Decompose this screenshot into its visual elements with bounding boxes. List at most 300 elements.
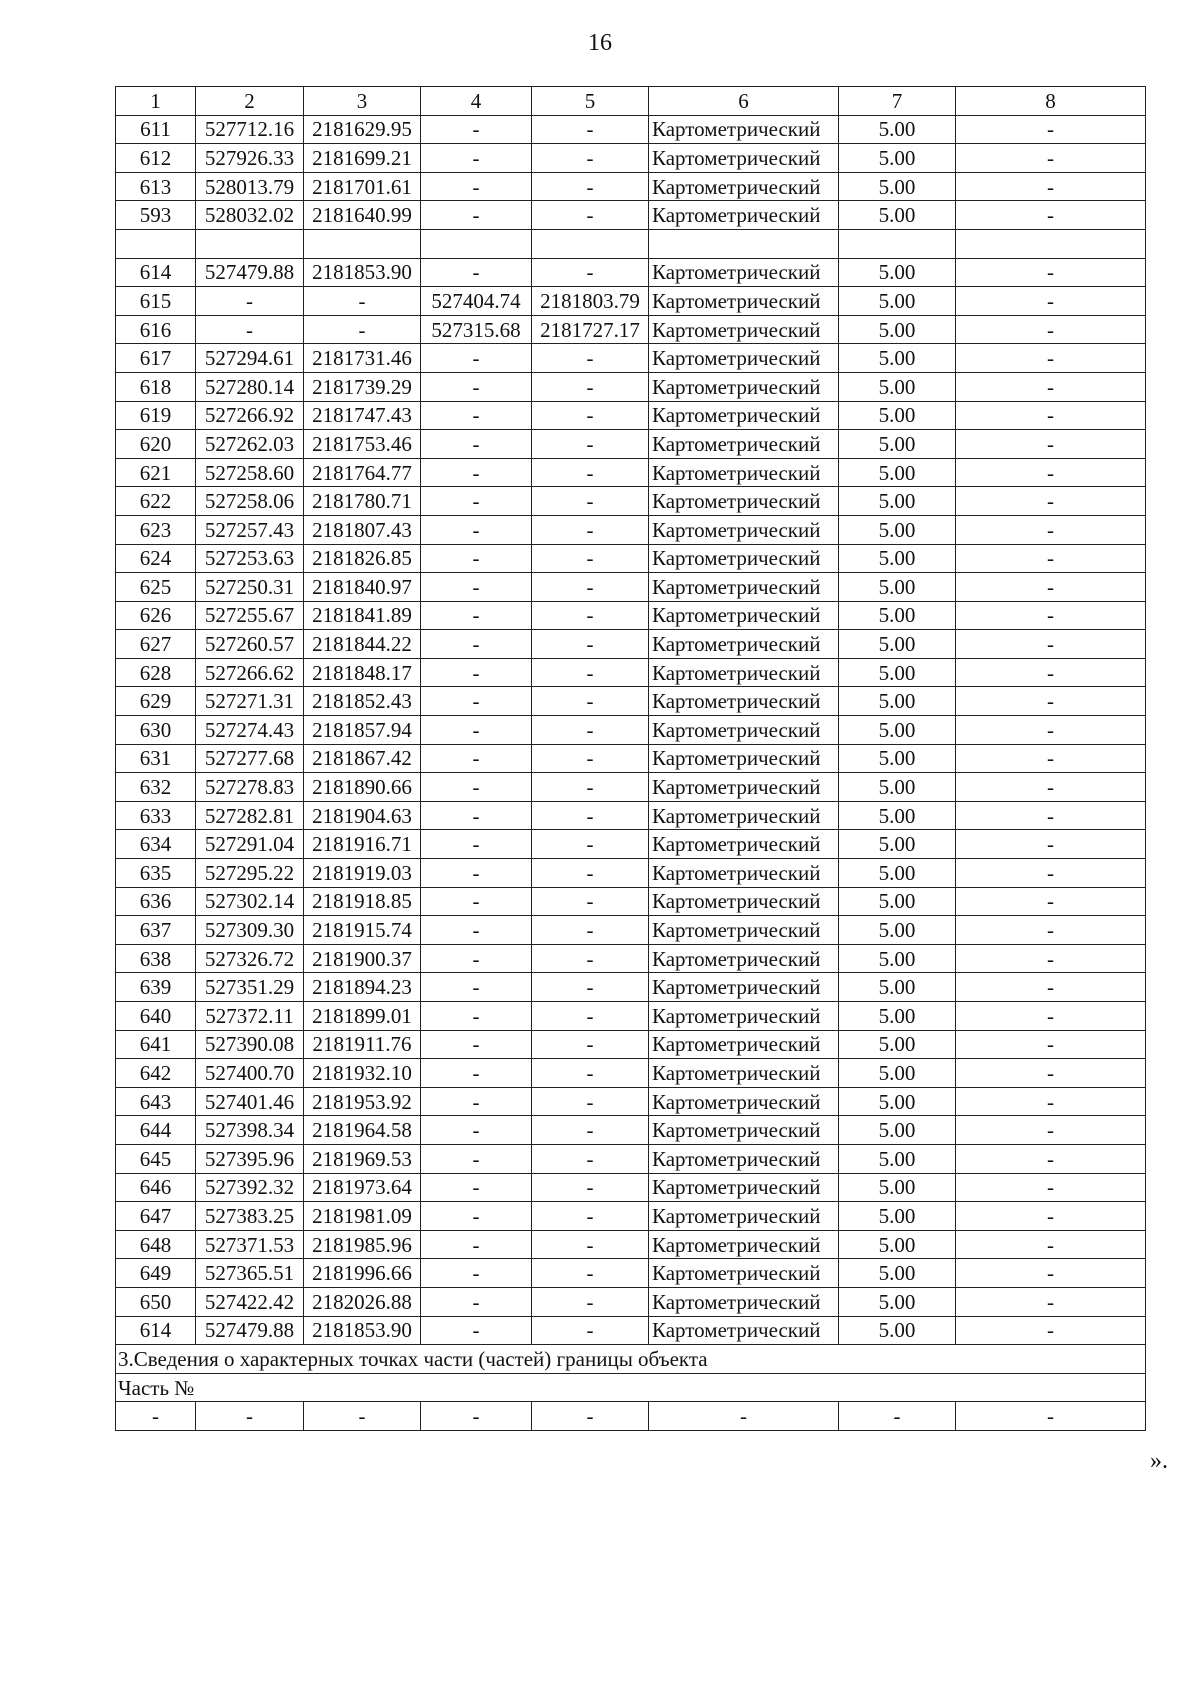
accuracy-cell: 5.00 (839, 1287, 956, 1316)
description-cell: - (956, 172, 1146, 201)
x-existing-cell: 527351.29 (196, 973, 304, 1002)
table-row (116, 1002, 1146, 1031)
x-existing-cell: 527400.70 (196, 1059, 304, 1088)
y-existing-cell: 2181916.71 (304, 830, 421, 859)
y-new-cell: - (532, 144, 649, 173)
accuracy-cell: 5.00 (839, 830, 956, 859)
y-existing-cell: 2181840.97 (304, 573, 421, 602)
y-new-cell: - (532, 916, 649, 945)
empty-cell (421, 229, 532, 258)
y-new-cell: - (532, 1030, 649, 1059)
accuracy-cell: 5.00 (839, 487, 956, 516)
y-existing-cell: 2181844.22 (304, 630, 421, 659)
point-number-cell: 647 (116, 1202, 196, 1231)
description-cell: - (956, 144, 1146, 173)
accuracy-cell: 5.00 (839, 1202, 956, 1231)
point-number-cell: 644 (116, 1116, 196, 1145)
empty-cell (116, 229, 196, 258)
y-new-cell: - (532, 773, 649, 802)
accuracy-cell: 5.00 (839, 258, 956, 287)
point-number-cell: 638 (116, 944, 196, 973)
table-row (116, 801, 1146, 830)
y-existing-cell: - (304, 315, 421, 344)
x-new-cell: 527404.74 (421, 287, 532, 316)
table-row (116, 344, 1146, 373)
x-new-cell: - (421, 1002, 532, 1031)
description-cell: - (956, 372, 1146, 401)
x-existing-cell: 527280.14 (196, 372, 304, 401)
x-new-cell: - (421, 1230, 532, 1259)
y-existing-cell: 2181932.10 (304, 1059, 421, 1088)
accuracy-cell: 5.00 (839, 887, 956, 916)
point-number-cell: 627 (116, 630, 196, 659)
y-existing-cell: 2181899.01 (304, 1002, 421, 1031)
point-number-cell: 650 (116, 1287, 196, 1316)
description-cell: - (956, 687, 1146, 716)
table-row (116, 716, 1146, 745)
point-number-cell: 631 (116, 744, 196, 773)
point-number-cell: 614 (116, 1316, 196, 1345)
point-number-cell: 637 (116, 916, 196, 945)
table-row (116, 372, 1146, 401)
accuracy-cell: 5.00 (839, 1230, 956, 1259)
method-cell: Картометрический (649, 1116, 839, 1145)
description-cell: - (956, 944, 1146, 973)
x-existing-cell: 527401.46 (196, 1087, 304, 1116)
x-existing-cell: 527274.43 (196, 716, 304, 745)
x-existing-cell: 527479.88 (196, 1316, 304, 1345)
point-number-cell: 620 (116, 430, 196, 459)
table-row (116, 601, 1146, 630)
accuracy-cell: 5.00 (839, 859, 956, 888)
x-new-cell: - (421, 1087, 532, 1116)
x-existing-cell: 527371.53 (196, 1230, 304, 1259)
point-number-cell: 636 (116, 887, 196, 916)
x-existing-cell: 527383.25 (196, 1202, 304, 1231)
section-3-title: 3.Сведения о характерных точках части (частей) границы объекта (116, 1345, 1146, 1374)
y-new-cell: - (532, 887, 649, 916)
table-row (116, 1316, 1146, 1345)
y-new-cell: - (532, 859, 649, 888)
dash-cell: - (304, 1402, 421, 1431)
x-existing-cell: 527395.96 (196, 1144, 304, 1173)
x-existing-cell: 527372.11 (196, 1002, 304, 1031)
table-row (116, 916, 1146, 945)
y-new-cell: - (532, 372, 649, 401)
y-new-cell: - (532, 830, 649, 859)
table-row (116, 401, 1146, 430)
y-existing-cell: 2181969.53 (304, 1144, 421, 1173)
y-new-cell: - (532, 944, 649, 973)
method-cell: Картометрический (649, 916, 839, 945)
description-cell: - (956, 1202, 1146, 1231)
column-header-8: 8 (956, 87, 1146, 116)
point-number-cell: 613 (116, 172, 196, 201)
x-new-cell: - (421, 515, 532, 544)
x-new-cell: - (421, 172, 532, 201)
point-number-cell: 633 (116, 801, 196, 830)
x-existing-cell: 527392.32 (196, 1173, 304, 1202)
description-cell: - (956, 115, 1146, 144)
y-existing-cell: 2181739.29 (304, 372, 421, 401)
x-existing-cell: 528013.79 (196, 172, 304, 201)
method-cell: Картометрический (649, 258, 839, 287)
table-row (116, 144, 1146, 173)
y-new-cell: - (532, 1287, 649, 1316)
accuracy-cell: 5.00 (839, 716, 956, 745)
y-new-cell: - (532, 544, 649, 573)
table-row (116, 258, 1146, 287)
accuracy-cell: 5.00 (839, 1144, 956, 1173)
empty-cell (532, 229, 649, 258)
method-cell: Картометрический (649, 115, 839, 144)
accuracy-cell: 5.00 (839, 1087, 956, 1116)
description-cell: - (956, 458, 1146, 487)
y-existing-cell: 2181753.46 (304, 430, 421, 459)
method-cell: Картометрический (649, 1030, 839, 1059)
method-cell: Картометрический (649, 1002, 839, 1031)
description-cell: - (956, 1030, 1146, 1059)
y-existing-cell: 2181985.96 (304, 1230, 421, 1259)
table-row (116, 1230, 1146, 1259)
table-row (116, 1030, 1146, 1059)
x-existing-cell: 527258.60 (196, 458, 304, 487)
point-number-cell: 612 (116, 144, 196, 173)
point-number-cell: 630 (116, 716, 196, 745)
y-existing-cell: 2181919.03 (304, 859, 421, 888)
dash-cell: - (956, 1402, 1146, 1431)
table-row (116, 887, 1146, 916)
x-new-cell: - (421, 716, 532, 745)
accuracy-cell: 5.00 (839, 744, 956, 773)
accuracy-cell: 5.00 (839, 1059, 956, 1088)
x-existing-cell: 527294.61 (196, 344, 304, 373)
y-existing-cell: 2181640.99 (304, 201, 421, 230)
method-cell: Картометрический (649, 1059, 839, 1088)
description-cell: - (956, 1087, 1146, 1116)
table-row (116, 630, 1146, 659)
y-new-cell: - (532, 201, 649, 230)
x-new-cell: - (421, 1030, 532, 1059)
x-new-cell: - (421, 1173, 532, 1202)
x-new-cell: - (421, 1144, 532, 1173)
x-existing-cell: 527422.42 (196, 1287, 304, 1316)
method-cell: Картометрический (649, 744, 839, 773)
x-existing-cell: 527390.08 (196, 1030, 304, 1059)
description-cell: - (956, 573, 1146, 602)
method-cell: Картометрический (649, 287, 839, 316)
accuracy-cell: 5.00 (839, 458, 956, 487)
x-new-cell: - (421, 144, 532, 173)
y-existing-cell: 2181953.92 (304, 1087, 421, 1116)
table-row (116, 744, 1146, 773)
blank-separator-row (116, 229, 1146, 258)
table-row (116, 1087, 1146, 1116)
page-number: 16 (588, 30, 612, 56)
point-number-cell: 622 (116, 487, 196, 516)
y-new-cell: 2181727.17 (532, 315, 649, 344)
x-existing-cell: 527278.83 (196, 773, 304, 802)
accuracy-cell: 5.00 (839, 401, 956, 430)
y-new-cell: - (532, 344, 649, 373)
description-cell: - (956, 401, 1146, 430)
accuracy-cell: 5.00 (839, 916, 956, 945)
description-cell: - (956, 1287, 1146, 1316)
x-new-cell: - (421, 258, 532, 287)
table-row (116, 1144, 1146, 1173)
y-existing-cell: 2182026.88 (304, 1287, 421, 1316)
x-new-cell: - (421, 658, 532, 687)
accuracy-cell: 5.00 (839, 315, 956, 344)
point-number-cell: 646 (116, 1173, 196, 1202)
dash-cell: - (196, 1402, 304, 1431)
x-existing-cell: 527326.72 (196, 944, 304, 973)
y-existing-cell: 2181853.90 (304, 258, 421, 287)
header-row (116, 87, 1146, 116)
y-new-cell: - (532, 1116, 649, 1145)
accuracy-cell: 5.00 (839, 630, 956, 659)
method-cell: Картометрический (649, 487, 839, 516)
x-new-cell: - (421, 1316, 532, 1345)
method-cell: Картометрический (649, 1202, 839, 1231)
dash-cell: - (839, 1402, 956, 1431)
description-cell: - (956, 1173, 1146, 1202)
y-new-cell: - (532, 1144, 649, 1173)
method-cell: Картометрический (649, 773, 839, 802)
table-row (116, 773, 1146, 802)
accuracy-cell: 5.00 (839, 773, 956, 802)
x-new-cell: - (421, 372, 532, 401)
y-new-cell: - (532, 973, 649, 1002)
description-cell: - (956, 859, 1146, 888)
accuracy-cell: 5.00 (839, 344, 956, 373)
point-number-cell: 641 (116, 1030, 196, 1059)
method-cell: Картометрический (649, 973, 839, 1002)
y-new-cell: - (532, 1087, 649, 1116)
method-cell: Картометрический (649, 687, 839, 716)
y-existing-cell: - (304, 287, 421, 316)
x-existing-cell: 527479.88 (196, 258, 304, 287)
method-cell: Картометрический (649, 544, 839, 573)
y-new-cell: - (532, 1259, 649, 1288)
point-number-cell: 634 (116, 830, 196, 859)
method-cell: Картометрический (649, 401, 839, 430)
method-cell: Картометрический (649, 430, 839, 459)
x-existing-cell: 527365.51 (196, 1259, 304, 1288)
table-row (116, 1116, 1146, 1145)
x-existing-cell: 527255.67 (196, 601, 304, 630)
x-new-cell: - (421, 801, 532, 830)
column-header-4: 4 (421, 87, 532, 116)
y-new-cell: - (532, 573, 649, 602)
y-new-cell: - (532, 630, 649, 659)
accuracy-cell: 5.00 (839, 287, 956, 316)
x-existing-cell: 527262.03 (196, 430, 304, 459)
x-existing-cell: - (196, 287, 304, 316)
method-cell: Картометрический (649, 658, 839, 687)
x-new-cell: - (421, 630, 532, 659)
x-existing-cell: 527250.31 (196, 573, 304, 602)
accuracy-cell: 5.00 (839, 1116, 956, 1145)
table-row (116, 859, 1146, 888)
column-header-7: 7 (839, 87, 956, 116)
description-cell: - (956, 601, 1146, 630)
accuracy-cell: 5.00 (839, 801, 956, 830)
method-cell: Картометрический (649, 372, 839, 401)
point-number-cell: 648 (116, 1230, 196, 1259)
x-new-cell: - (421, 916, 532, 945)
method-cell: Картометрический (649, 315, 839, 344)
point-number-cell: 626 (116, 601, 196, 630)
y-new-cell: - (532, 1173, 649, 1202)
empty-part-row (116, 1402, 1146, 1431)
y-new-cell: - (532, 115, 649, 144)
x-new-cell: - (421, 887, 532, 916)
table-row (116, 487, 1146, 516)
column-header-6: 6 (649, 87, 839, 116)
column-header-2: 2 (196, 87, 304, 116)
y-existing-cell: 2181852.43 (304, 687, 421, 716)
table-row (116, 1059, 1146, 1088)
method-cell: Картометрический (649, 1087, 839, 1116)
description-cell: - (956, 1002, 1146, 1031)
table-row (116, 973, 1146, 1002)
description-cell: - (956, 658, 1146, 687)
y-existing-cell: 2181848.17 (304, 658, 421, 687)
part-number-label: Часть № (116, 1373, 1146, 1402)
x-existing-cell: 527302.14 (196, 887, 304, 916)
section-title-row (116, 1345, 1146, 1374)
y-new-cell: - (532, 801, 649, 830)
point-number-cell: 624 (116, 544, 196, 573)
description-cell: - (956, 801, 1146, 830)
y-existing-cell: 2181826.85 (304, 544, 421, 573)
x-new-cell: - (421, 830, 532, 859)
description-cell: - (956, 201, 1146, 230)
point-number-cell: 645 (116, 1144, 196, 1173)
method-cell: Картометрический (649, 172, 839, 201)
x-new-cell: 527315.68 (421, 315, 532, 344)
x-existing-cell: 527271.31 (196, 687, 304, 716)
column-header-3: 3 (304, 87, 421, 116)
description-cell: - (956, 1144, 1146, 1173)
point-number-cell: 618 (116, 372, 196, 401)
accuracy-cell: 5.00 (839, 1316, 956, 1345)
x-existing-cell: 527277.68 (196, 744, 304, 773)
accuracy-cell: 5.00 (839, 144, 956, 173)
table-row (116, 544, 1146, 573)
accuracy-cell: 5.00 (839, 544, 956, 573)
table-row (116, 1287, 1146, 1316)
x-new-cell: - (421, 487, 532, 516)
table-row (116, 687, 1146, 716)
y-existing-cell: 2181857.94 (304, 716, 421, 745)
x-new-cell: - (421, 1202, 532, 1231)
dash-cell: - (649, 1402, 839, 1431)
point-number-cell: 642 (116, 1059, 196, 1088)
table-row (116, 458, 1146, 487)
method-cell: Картометрический (649, 630, 839, 659)
point-number-cell: 616 (116, 315, 196, 344)
x-existing-cell: 527295.22 (196, 859, 304, 888)
description-cell: - (956, 1259, 1146, 1288)
point-number-cell: 614 (116, 258, 196, 287)
accuracy-cell: 5.00 (839, 1030, 956, 1059)
accuracy-cell: 5.00 (839, 658, 956, 687)
method-cell: Картометрический (649, 573, 839, 602)
point-number-cell: 643 (116, 1087, 196, 1116)
point-number-cell: 615 (116, 287, 196, 316)
x-existing-cell: 527309.30 (196, 916, 304, 945)
y-new-cell: - (532, 430, 649, 459)
dash-cell: - (116, 1402, 196, 1431)
x-new-cell: - (421, 1259, 532, 1288)
y-new-cell: - (532, 658, 649, 687)
x-existing-cell: 527258.06 (196, 487, 304, 516)
coordinates-table (115, 86, 1146, 1431)
empty-cell (649, 229, 839, 258)
description-cell: - (956, 544, 1146, 573)
y-new-cell: - (532, 1002, 649, 1031)
x-new-cell: - (421, 544, 532, 573)
point-number-cell: 623 (116, 515, 196, 544)
point-number-cell: 617 (116, 344, 196, 373)
y-new-cell: - (532, 716, 649, 745)
method-cell: Картометрический (649, 887, 839, 916)
accuracy-cell: 5.00 (839, 573, 956, 602)
point-number-cell: 639 (116, 973, 196, 1002)
x-new-cell: - (421, 458, 532, 487)
y-existing-cell: 2181629.95 (304, 115, 421, 144)
accuracy-cell: 5.00 (839, 515, 956, 544)
method-cell: Картометрический (649, 1144, 839, 1173)
x-new-cell: - (421, 859, 532, 888)
x-existing-cell: 527398.34 (196, 1116, 304, 1145)
description-cell: - (956, 773, 1146, 802)
description-cell: - (956, 830, 1146, 859)
y-new-cell: - (532, 601, 649, 630)
accuracy-cell: 5.00 (839, 372, 956, 401)
empty-cell (839, 229, 956, 258)
dash-cell: - (421, 1402, 532, 1431)
description-cell: - (956, 1230, 1146, 1259)
description-cell: - (956, 487, 1146, 516)
description-cell: - (956, 430, 1146, 459)
point-number-cell: 628 (116, 658, 196, 687)
x-new-cell: - (421, 344, 532, 373)
method-cell: Картометрический (649, 144, 839, 173)
x-existing-cell: 527712.16 (196, 115, 304, 144)
description-cell: - (956, 1059, 1146, 1088)
x-existing-cell: 527253.63 (196, 544, 304, 573)
x-new-cell: - (421, 687, 532, 716)
description-cell: - (956, 344, 1146, 373)
y-existing-cell: 2181894.23 (304, 973, 421, 1002)
y-existing-cell: 2181853.90 (304, 1316, 421, 1345)
x-new-cell: - (421, 973, 532, 1002)
point-number-cell: 593 (116, 201, 196, 230)
y-existing-cell: 2181780.71 (304, 487, 421, 516)
method-cell: Картометрический (649, 515, 839, 544)
accuracy-cell: 5.00 (839, 1173, 956, 1202)
x-existing-cell: 527266.92 (196, 401, 304, 430)
y-new-cell: - (532, 1202, 649, 1231)
table-row (116, 315, 1146, 344)
y-existing-cell: 2181973.64 (304, 1173, 421, 1202)
x-new-cell: - (421, 401, 532, 430)
dash-cell: - (532, 1402, 649, 1431)
table-row (116, 1259, 1146, 1288)
